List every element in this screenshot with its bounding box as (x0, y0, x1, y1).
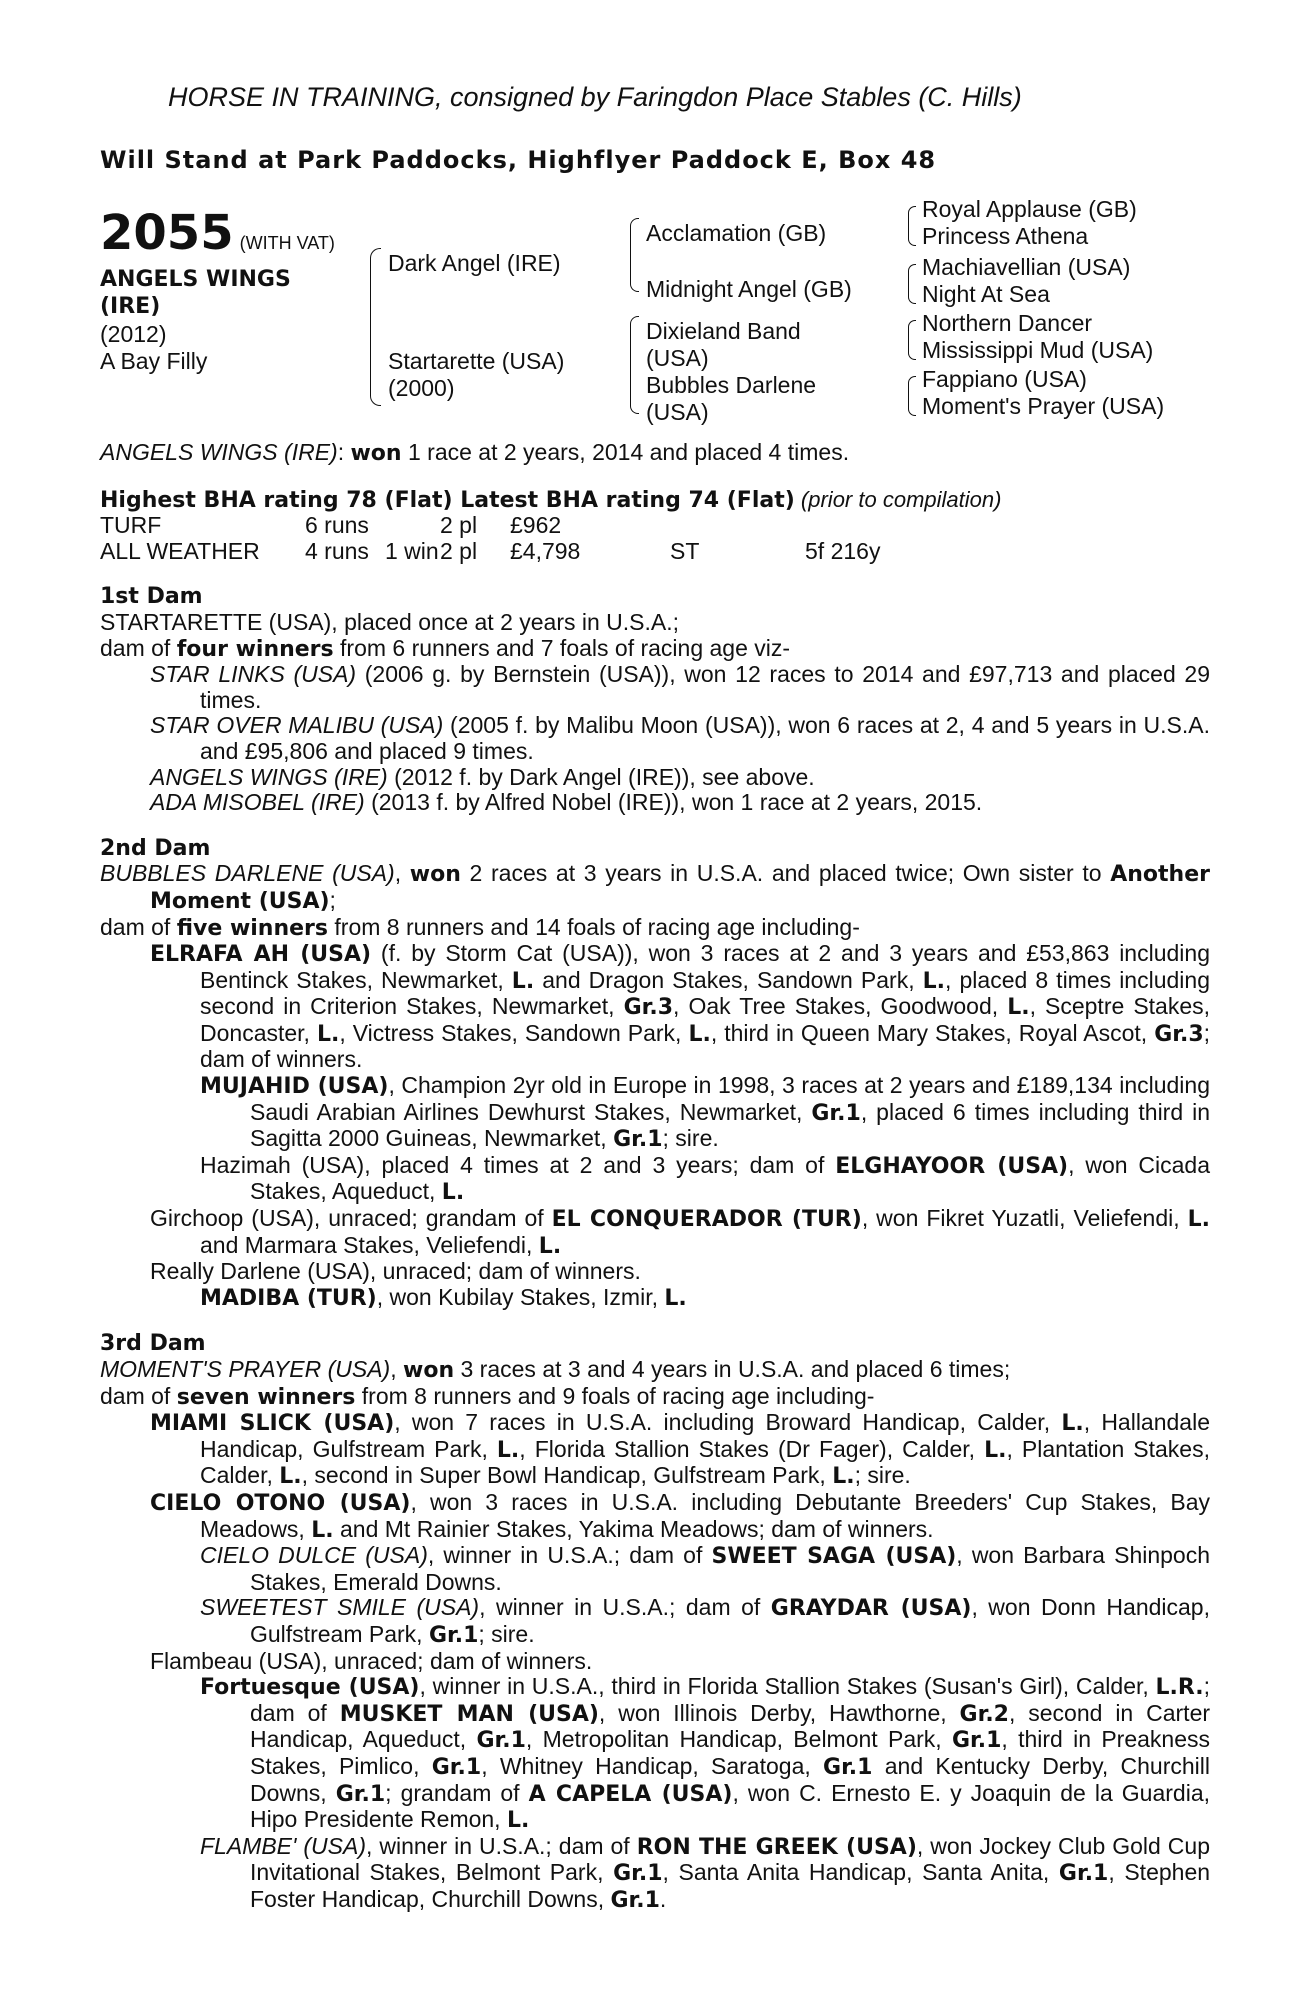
produce-entry: ADA MISOBEL (IRE) (2013 f. by Alfred Nobel (IRE)), won 1 race at 2 years, 2015. (150, 789, 983, 816)
pedigree-sds: Machiavellian (USA) (922, 254, 1131, 280)
record-placed: 2 pl (440, 537, 478, 564)
horse-name: ANGELS WINGS (100, 267, 291, 292)
bha-rating: Highest BHA rating 78 (Flat) Latest BHA rating 74 (Flat) (prior to compilation) (100, 486, 1002, 513)
race-record-table (100, 513, 1210, 564)
gen1-brace (370, 248, 381, 406)
gen2-lower-brace (630, 316, 639, 414)
lot-header (100, 205, 335, 261)
record-placed: 2 pl (440, 512, 478, 539)
produce-entry: ANGELS WINGS (IRE) (2012 f. by Dark Angel (IRE)), see above. (150, 763, 815, 790)
produce-entry-cielo-otono: CIELO OTONO (USA), won 3 races in U.S.A. including Debutante Breeders' Cup Stakes, Bay Meadows, L. and Mt Rainier Stakes, Yakima Meadows; dam of winners. (150, 1488, 1211, 1543)
record-distance (805, 513, 905, 539)
record-going (670, 513, 805, 539)
record-distance: 5f 216y (805, 537, 881, 564)
record-surface: TURF (100, 512, 162, 539)
pedigree-dam-dam: Bubbles Darlene (646, 372, 817, 398)
second-dam-produce-summary: dam of five winners from 8 runners and 14 foals of racing age including- (100, 913, 860, 941)
gen3-brace-1 (908, 206, 916, 246)
produce-entry-fortuesque: Fortuesque (USA), winner in U.S.A., third in Florida Stallion Stakes (Susan's Girl), Calder, L.R.; dam of MUSKET MAN (USA), won Illinois Derby, Hawthorne, Gr.2, second in Carter Handicap, Aqueduct, Gr.1, Metropolitan Handicap, Belmont Park, Gr.1, third in Preakness Stakes, Pimlico, Gr.1, Whitney Handicap, Saratoga, Gr.1 and Kentucky Derby, Churchill Downs, Gr.1; grandam of A CAPELA (USA), won C. Ernesto E. y Joaquin de la Guardia, Hipo Presidente Remon, L. (200, 1673, 1211, 1834)
race-summary: ANGELS WINGS (IRE): won 1 race at 2 years, 2014 and placed 4 times. (100, 439, 850, 466)
first-dam-line: STARTARETTE (USA), placed once at 2 years in U.S.A.; (100, 608, 680, 635)
produce-entry-really-darlene: Really Darlene (USA), unraced; dam of winners. (150, 1258, 641, 1285)
pedigree-dds: Fappiano (USA) (922, 366, 1087, 392)
pedigree-dam-year: (2000) (388, 375, 455, 401)
produce-entry-miami-slick: MIAMI SLICK (USA), won 7 races in U.S.A. including Broward Handicap, Calder, L., Hallandale Handicap, Gulfstream Park, L., Florida Stallion Stakes (Dr Fager), Calder, L., Plantation Stakes, Calder, L., second in Super Bowl Handicap, Gulfstream Park, L.; sire. (150, 1409, 1211, 1490)
pedigree-ddd: Moment's Prayer (USA) (922, 393, 1165, 419)
pedigree-sire-dam: Midnight Angel (GB) (646, 276, 852, 302)
gen3-brace-4 (908, 376, 916, 416)
stable-location: Will Stand at Park Paddocks, Highflyer Paddock E, Box 48 (100, 146, 937, 174)
pedigree-dsd: Mississippi Mud (USA) (922, 337, 1154, 363)
record-surface: ALL WEATHER (100, 537, 260, 564)
first-dam-produce-summary: dam of four winners from 6 runners and 7 foals of racing age viz- (100, 634, 791, 662)
pedigree-sire-sire: Acclamation (GB) (646, 220, 827, 246)
produce-entry-girchoop: Girchoop (USA), unraced; grandam of EL CONQUERADOR (TUR), won Fikret Yuzatli, Veliefendi, L. and Marmara Stakes, Veliefendi, L. (150, 1205, 1211, 1259)
consignment-header: HORSE IN TRAINING, consigned by Faringdon Place Stables (C. Hills) (168, 82, 1022, 112)
vat-note: (WITH VAT) (239, 233, 335, 253)
produce-entry-elrafa: ELRAFA AH (USA) (f. by Storm Cat (USA)), won 3 races at 2 and 3 years and £53,863 including Bentinck Stakes, Newmarket, L. and Dragon Stakes, Sandown Park, L., placed 8 times including second in Criterion Stakes, Newmarket, Gr.3, Oak Tree Stakes, Goodwood, L., Sceptre Stakes, Doncaster, L., Victress Stakes, Sandown Park, L., third in Queen Mary Stakes, Royal Ascot, Gr.3; dam of winners. (150, 940, 1211, 1073)
produce-entry: STAR LINKS (USA) (2006 g. by Bernstein (USA)), won 12 races to 2014 and £97,713 and placed 29 times. (150, 661, 1211, 713)
third-dam-heading: 3rd Dam (100, 1331, 206, 1357)
gen2-upper-brace (630, 218, 639, 292)
gen3-brace-3 (908, 320, 916, 360)
pedigree-dam-sire: Dixieland Band (646, 318, 801, 344)
pedigree-dam: Startarette (USA) (388, 348, 565, 374)
record-wins: 1 win (385, 537, 439, 564)
produce-entry-sweetest-smile: SWEETEST SMILE (USA), winner in U.S.A.; dam of GRAYDAR (USA), won Donn Handicap, Gulfstream Park, Gr.1; sire. (200, 1594, 1210, 1648)
record-prize: £4,798 (510, 537, 581, 564)
record-runs: 6 runs (305, 512, 369, 539)
horse-description: A Bay Filly (100, 348, 208, 374)
third-dam-produce-summary: dam of seven winners from 8 runners and 9 foals of racing age including- (100, 1382, 875, 1410)
produce-entry-flambeau: Flambeau (USA), unraced; dam of winners. (150, 1647, 593, 1674)
produce-entry: STAR OVER MALIBU (USA) (2005 f. by Malibu Moon (USA)), won 6 races at 2, 4 and 5 years in U.S.A. and £95,806 and placed 9 times. (150, 712, 1210, 764)
record-prize: £962 (510, 512, 562, 539)
foaling-year: (2012) (100, 321, 167, 347)
produce-entry-mujahid: MUJAHID (USA), Champion 2yr old in Europe in 1998, 3 races at 2 years and £189,134 including Saudi Arabian Airlines Dewhurst Stakes, Newmarket, Gr.1, placed 6 times including third in Sagitta 2000 Guineas, Newmarket, Gr.1; sire. (200, 1072, 1211, 1153)
pedigree-sdd: Night At Sea (922, 281, 1050, 307)
pedigree-dam-dam-country: (USA) (646, 399, 709, 425)
produce-entry-madiba: MADIBA (TUR), won Kubilay Stakes, Izmir, L. (200, 1283, 687, 1311)
lot-number: 2055 (100, 205, 234, 261)
second-dam-heading: 2nd Dam (100, 835, 211, 861)
pedigree-dam-sire-country: (USA) (646, 345, 709, 371)
produce-entry-cielo-dulce: CIELO DULCE (USA), winner in U.S.A.; dam of SWEET SAGA (USA), won Barbara Shinpoch Stakes, Emerald Downs. (200, 1542, 1211, 1595)
record-wins (385, 513, 440, 539)
produce-entry-flambe: FLAMBE' (USA), winner in U.S.A.; dam of RON THE GREEK (USA), won Jockey Club Gold Cup Invitational Stakes, Belmont Park, Gr.1, Santa Anita Handicap, Santa Anita, Gr.1, Stephen Foster Handicap, Churchill Downs, Gr.1. (200, 1832, 1211, 1913)
pedigree-dss: Northern Dancer (922, 310, 1093, 336)
horse-name-country: (IRE) (100, 294, 161, 319)
pedigree-ssd: Princess Athena (922, 223, 1089, 249)
second-dam-line: BUBBLES DARLENE (USA), won 2 races at 3 years in U.S.A. and placed twice; Own sister to Another Moment (USA); (100, 860, 1210, 914)
catalogue-body (100, 440, 1210, 1913)
pedigree-sire: Dark Angel (IRE) (388, 250, 561, 276)
gen3-brace-2 (908, 264, 916, 304)
produce-entry-hazimah: Hazimah (USA), placed 4 times at 2 and 3 years; dam of ELGHAYOOR (USA), won Cicada Stakes, Aqueduct, L. (200, 1151, 1211, 1206)
pedigree-sss: Royal Applause (GB) (922, 196, 1137, 222)
record-going: ST (670, 537, 700, 564)
third-dam-line: MOMENT'S PRAYER (USA), won 3 races at 3 and 4 years in U.S.A. and placed 6 times; (100, 1356, 1011, 1383)
first-dam-heading: 1st Dam (100, 584, 203, 610)
record-runs: 4 runs (305, 537, 369, 564)
pedigree-block (100, 196, 1210, 440)
